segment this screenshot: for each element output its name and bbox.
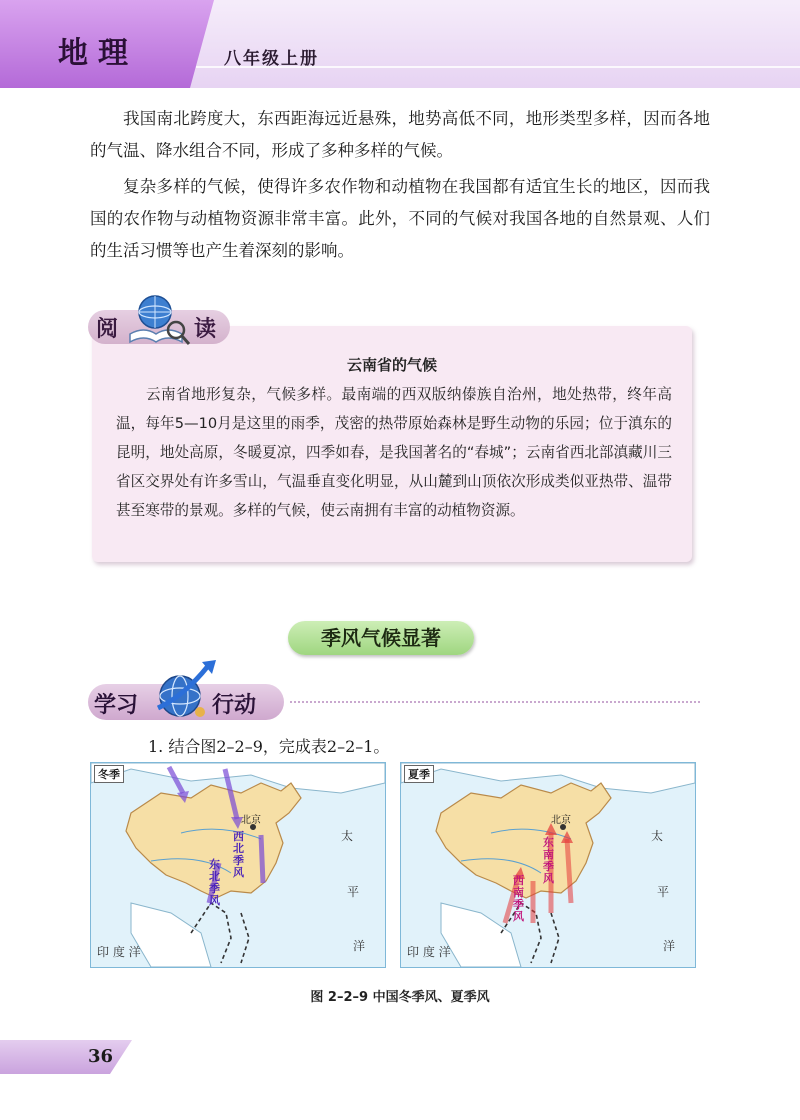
summer-city-label: 北京	[551, 815, 571, 826]
page-number: 36	[88, 1046, 114, 1067]
reading-label-char-1: 阅	[96, 317, 119, 342]
winter-ocean-label-1: 太	[341, 829, 354, 843]
winter-map	[90, 762, 386, 968]
summer-ocean-label-3: 洋	[663, 939, 676, 953]
summer-sea-label: 印 度 洋	[407, 945, 451, 959]
activity-label-2: 行动	[212, 693, 257, 718]
activity-dotted-rule	[290, 701, 700, 703]
summer-map	[400, 762, 696, 968]
winter-wind-label-2: 东北季风	[209, 858, 220, 907]
summer-wind-label-1: 东南季风	[543, 836, 554, 885]
winter-map-label: 冬季	[94, 765, 124, 783]
book-title: 八年级上册	[224, 49, 319, 69]
globe-arrow-icon	[150, 656, 220, 726]
winter-ocean-label-3: 洋	[353, 939, 366, 953]
summer-ocean-label-1: 太	[651, 829, 664, 843]
reading-text: 云南省地形复杂，气候多样。最南端的西双版纳傣族自治州，地处热带，终年高温，每年5—10月是这里的雨季，茂密的热带原始森林是野生动物的乐园；位于滇东的昆明，地处高原，冬暖夏凉，四季如春，是我国著名的“春城”；云南省西北部滇藏川三省区交界处有许多雪山，气温垂直变化明显，从山麓到山顶依次形成类似亚热带、温带甚至寒带的景观。多样的气候，使云南拥有丰富的动植物资源。	[116, 386, 672, 519]
subject-title: 地理	[58, 36, 138, 71]
summer-map-label: 夏季	[404, 765, 434, 783]
book-magnifier-icon	[122, 290, 192, 350]
section-heading-text: 季风气候显著	[321, 626, 441, 650]
figure-caption: 图 2–2–9 中国冬季风、夏季风	[310, 990, 490, 1005]
winter-ocean-label-2: 平	[347, 885, 360, 899]
winter-sea-label: 印 度 洋	[97, 945, 141, 959]
task-instruction: 1. 结合图2–2–9，完成表2–2–1。	[148, 737, 390, 756]
reading-label-char-2: 读	[194, 317, 217, 342]
section-heading	[288, 621, 474, 655]
reading-title: 云南省的气候	[346, 356, 437, 374]
summer-ocean-label-2: 平	[657, 885, 670, 899]
summer-wind-label-2: 西南季风	[513, 874, 524, 923]
winter-wind-label-1: 西北季风	[233, 830, 244, 879]
paragraph-2: 复杂多样的气候，使得许多农作物和动植物在我国都有适宜生长的地区，因而我国的农作物与动植物资源非常丰富。此外，不同的气候对我国各地的自然景观、人们的生活习惯等也产生着深刻的影响。	[90, 177, 710, 260]
paragraph-1: 我国南北跨度大，东西距海远近悬殊，地势高低不同，地形类型多样，因而各地的气温、降水组合不同，形成了多种多样的气候。	[90, 109, 710, 160]
winter-city-label: 北京	[241, 815, 261, 826]
activity-label-1: 学习	[94, 693, 139, 718]
